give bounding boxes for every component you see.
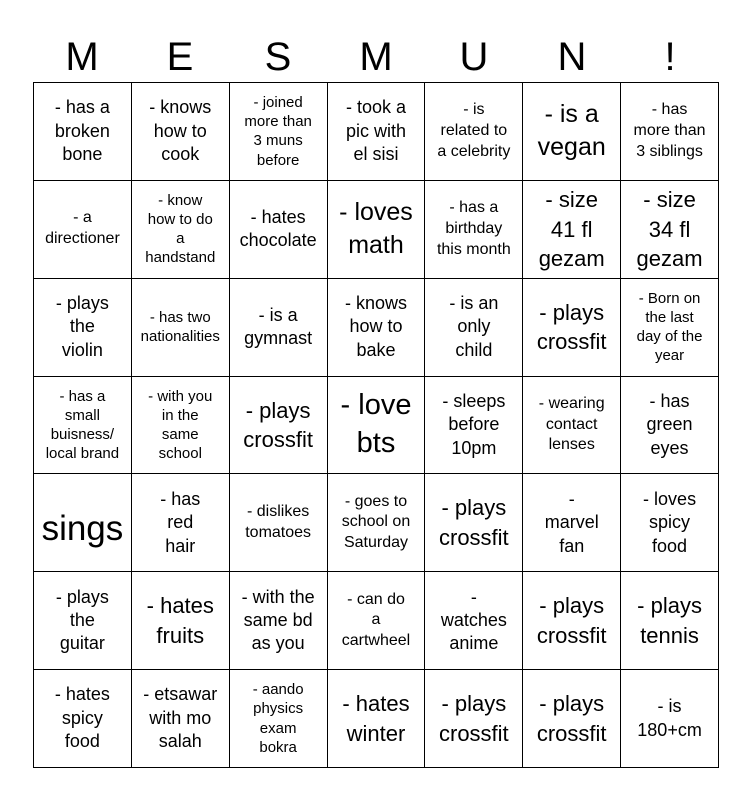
- title-letter: M: [65, 35, 99, 79]
- bingo-cell[interactable]: [328, 377, 426, 475]
- bingo-cell-text: - hates fruits: [146, 593, 214, 648]
- bingo-cell[interactable]: [621, 181, 719, 279]
- bingo-cell[interactable]: [621, 83, 719, 181]
- bingo-cell[interactable]: [523, 279, 621, 377]
- bingo-cell[interactable]: [328, 670, 426, 768]
- bingo-cell-text: - plays crossfit: [536, 593, 607, 648]
- bingo-cell-text: - size 41 fl gezam: [538, 187, 605, 271]
- bingo-cell[interactable]: [230, 474, 328, 572]
- bingo-cell[interactable]: [132, 377, 230, 475]
- bingo-cell[interactable]: [425, 377, 523, 475]
- bingo-cell-text: - joined more than 3 muns before: [244, 94, 312, 169]
- bingo-cell[interactable]: [621, 474, 719, 572]
- title-letter: S: [264, 35, 292, 79]
- bingo-cell[interactable]: [34, 670, 132, 768]
- title-letter: E: [166, 35, 194, 79]
- bingo-cell[interactable]: [132, 474, 230, 572]
- bingo-cell-text: - loves spicy food: [643, 488, 697, 556]
- title-letter: U: [459, 35, 489, 79]
- bingo-cell-text: sings: [41, 508, 124, 548]
- bingo-cell[interactable]: [132, 572, 230, 670]
- bingo-cell-text: - marvel fan: [544, 488, 599, 556]
- bingo-cell[interactable]: [328, 83, 426, 181]
- bingo-cell[interactable]: [425, 181, 523, 279]
- title-letter: M: [359, 35, 393, 79]
- bingo-cell-text: - has red hair: [160, 488, 201, 556]
- bingo-cell[interactable]: [621, 279, 719, 377]
- bingo-cell[interactable]: [523, 83, 621, 181]
- bingo-cell-text: - took a pic with el sisi: [345, 97, 406, 165]
- bingo-cell[interactable]: [523, 474, 621, 572]
- bingo-cell[interactable]: [425, 279, 523, 377]
- bingo-cell-text: - size 34 fl gezam: [636, 187, 703, 271]
- bingo-cell-text: - can do a cartwheel: [341, 590, 411, 650]
- bingo-cell-text: - sleeps before 10pm: [442, 390, 506, 458]
- bingo-cell-text: - has a broken bone: [54, 97, 110, 165]
- bingo-cell[interactable]: [230, 181, 328, 279]
- bingo-cell-text: - plays the violin: [55, 293, 109, 360]
- bingo-cell-text: - is 180+cm: [637, 696, 702, 740]
- bingo-cell[interactable]: [621, 572, 719, 670]
- bingo-cell-text: - plays tennis: [637, 593, 702, 648]
- bingo-cell-text: - plays crossfit: [536, 691, 607, 746]
- bingo-cell-text: - know how to do a handstand: [145, 191, 216, 267]
- bingo-cell[interactable]: [230, 572, 328, 670]
- bingo-cell[interactable]: [523, 572, 621, 670]
- bingo-cell-text: - plays the guitar: [55, 586, 109, 654]
- bingo-cell[interactable]: [328, 474, 426, 572]
- bingo-cell-text: - hates winter: [342, 691, 410, 746]
- bingo-cell-text: - hates chocolate: [239, 206, 317, 251]
- bingo-cell[interactable]: [621, 670, 719, 768]
- bingo-grid: [33, 82, 719, 768]
- bingo-cell-text: - has two nationalities: [140, 308, 220, 346]
- bingo-cell[interactable]: [132, 83, 230, 181]
- bingo-cell-text: - plays crossfit: [536, 299, 607, 355]
- bingo-cell-text: - Born on the last day of the year: [636, 289, 703, 365]
- bingo-cell-text: - plays crossfit: [439, 495, 509, 550]
- bingo-cell[interactable]: [34, 83, 132, 181]
- bingo-cell-text: - goes to school on Saturday: [341, 492, 411, 552]
- bingo-cell-text: - with the same bd as you: [241, 586, 315, 654]
- title-letter: !: [664, 35, 676, 79]
- bingo-cell[interactable]: [425, 474, 523, 572]
- bingo-cell-text: - with you in the same school: [148, 387, 213, 463]
- bingo-cell-text: - dislikes tomatoes: [245, 503, 312, 541]
- bingo-cell-text: - knows how to bake: [344, 293, 407, 360]
- bingo-cell-text: - is a gymnast: [244, 304, 313, 349]
- bingo-cell[interactable]: [132, 670, 230, 768]
- bingo-cell[interactable]: [621, 377, 719, 475]
- bingo-cell-text: - wearing contact lenses: [538, 394, 605, 454]
- bingo-cell-text: - knows how to cook: [149, 97, 212, 165]
- bingo-cell[interactable]: [523, 181, 621, 279]
- bingo-cell-text: - a directioner: [45, 209, 120, 248]
- bingo-cell-text: - watches anime: [440, 586, 507, 654]
- bingo-cell[interactable]: [523, 377, 621, 475]
- bingo-cell[interactable]: [523, 670, 621, 768]
- bingo-cell[interactable]: [328, 181, 426, 279]
- bingo-cell[interactable]: [230, 377, 328, 475]
- bingo-cell-text: - has more than 3 siblings: [633, 101, 706, 160]
- bingo-cell[interactable]: [34, 279, 132, 377]
- bingo-cell-text: - has a small buisness/ local brand: [45, 387, 120, 463]
- bingo-cell[interactable]: [328, 279, 426, 377]
- bingo-cell-text: - is an only child: [449, 293, 499, 360]
- bingo-cell-text: - etsawar with mo salah: [143, 684, 218, 752]
- bingo-cell-text: - hates spicy food: [54, 684, 110, 752]
- bingo-cell[interactable]: [230, 279, 328, 377]
- bingo-cell[interactable]: [230, 83, 328, 181]
- bingo-cell-text: - love bts: [340, 389, 412, 459]
- title-letter: N: [557, 35, 587, 79]
- bingo-cell-text: - has a birthday this month: [436, 199, 511, 258]
- bingo-cell-text: - plays crossfit: [243, 397, 313, 452]
- card-title: [33, 32, 719, 82]
- bingo-cell[interactable]: [34, 474, 132, 572]
- bingo-cell-text: - has green eyes: [646, 390, 693, 458]
- bingo-cell[interactable]: [230, 670, 328, 768]
- bingo-cell[interactable]: [34, 377, 132, 475]
- bingo-cell[interactable]: [132, 181, 230, 279]
- bingo-cell[interactable]: [425, 83, 523, 181]
- bingo-cell-text: - plays crossfit: [439, 691, 509, 746]
- bingo-cell-text: - loves math: [339, 198, 413, 260]
- bingo-cell[interactable]: [34, 572, 132, 670]
- bingo-cell-text: - is a vegan: [537, 100, 606, 162]
- bingo-cell-text: - is related to a celebrity: [437, 101, 511, 160]
- bingo-cell[interactable]: [34, 181, 132, 279]
- bingo-cell[interactable]: [328, 572, 426, 670]
- bingo-cell[interactable]: [425, 670, 523, 768]
- bingo-cell-text: - aando physics exam bokra: [252, 681, 304, 756]
- bingo-cell[interactable]: [132, 279, 230, 377]
- bingo-cell[interactable]: [425, 572, 523, 670]
